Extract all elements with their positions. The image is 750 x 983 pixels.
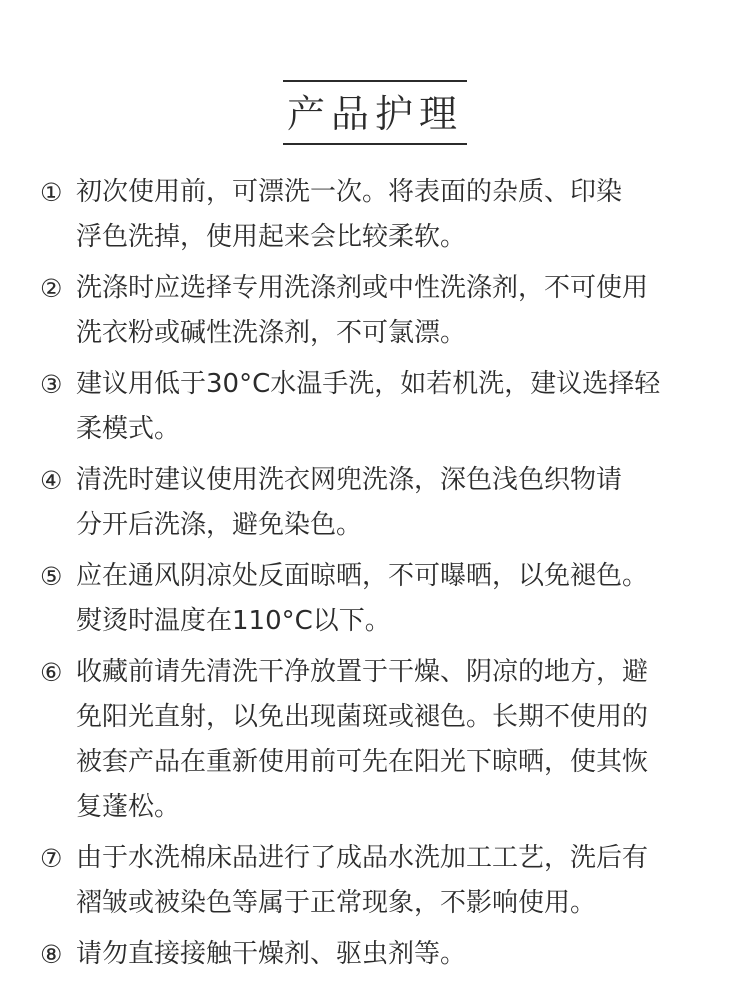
care-item-4 bbox=[40, 458, 740, 548]
care-item-1 bbox=[40, 170, 740, 260]
item-number: ① bbox=[40, 178, 63, 207]
item-number: ⑤ bbox=[40, 562, 63, 591]
title-wrap bbox=[0, 80, 750, 145]
item-text: 建议用低于30°C水温手洗，如若机洗，建议选择轻 柔模式。 bbox=[76, 369, 661, 444]
item-number: ② bbox=[40, 274, 63, 303]
item-number: ⑥ bbox=[40, 658, 63, 687]
item-text: 洗涤时应选择专用洗涤剂或中性洗涤剂，不可使用 洗衣粉或碱性洗涤剂，不可氯漂。 bbox=[76, 273, 649, 348]
item-text: 请勿直接接触干燥剂、驱虫剂等。 bbox=[76, 939, 467, 969]
item-number: ⑧ bbox=[40, 940, 63, 969]
care-item-2 bbox=[40, 266, 740, 356]
care-item-3 bbox=[40, 362, 740, 452]
page-title: 产品护理 bbox=[283, 80, 467, 145]
item-text: 初次使用前，可漂洗一次。将表面的杂质、印染 浮色洗掉，使用起来会比较柔软。 bbox=[76, 177, 623, 252]
care-item-7 bbox=[40, 836, 740, 926]
care-item-6 bbox=[40, 650, 740, 830]
item-text: 应在通风阴凉处反面晾晒，不可曝晒，以免褪色。 熨烫时温度在110°C以下。 bbox=[76, 561, 649, 636]
item-number: ③ bbox=[40, 370, 63, 399]
item-number: ④ bbox=[40, 466, 63, 495]
care-instructions-list bbox=[40, 170, 740, 983]
care-item-8 bbox=[40, 932, 740, 977]
item-text: 由于水洗棉床品进行了成品水洗加工工艺，洗后有 褶皱或被染色等属于正常现象，不影响使用。 bbox=[76, 843, 649, 918]
item-text: 收藏前请先清洗干净放置于干燥、阴凉的地方，避 免阳光直射，以免出现菌斑或褪色。长期不使用的 被套产品在重新使用前可先在阳光下晾晒，使其恢 复蓬松。 bbox=[76, 657, 649, 822]
item-text: 清洗时建议使用洗衣网兜洗涤，深色浅色织物请 分开后洗涤，避免染色。 bbox=[76, 465, 623, 540]
care-item-5 bbox=[40, 554, 740, 644]
item-number: ⑦ bbox=[40, 844, 63, 873]
